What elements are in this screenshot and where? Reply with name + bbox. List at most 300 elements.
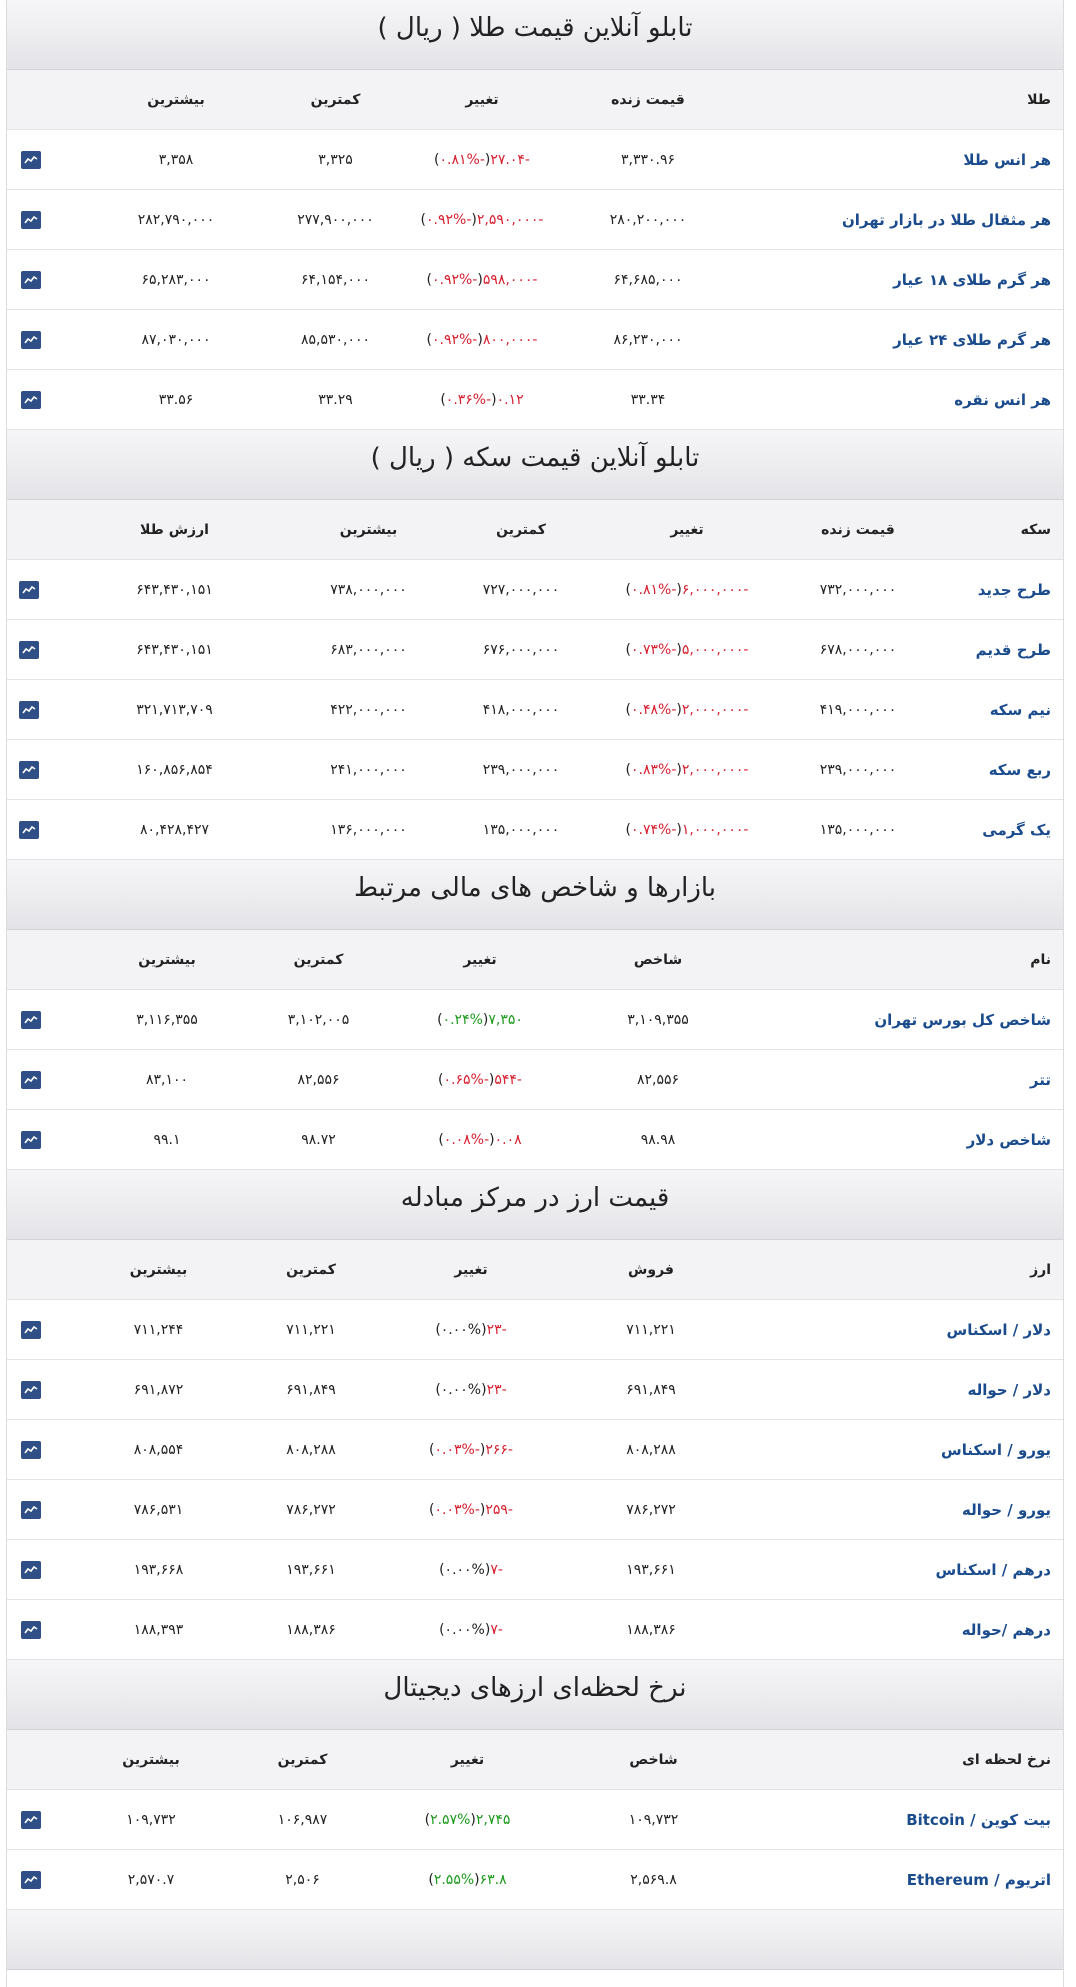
row-name-link[interactable]: طرح قدیم bbox=[975, 640, 1051, 659]
table-row bbox=[7, 1850, 1063, 1910]
value-min: ۷۸۶,۲۷۲ bbox=[286, 1501, 336, 1518]
row-name-link[interactable]: یک گرمی bbox=[982, 820, 1051, 839]
row-name-link[interactable]: طرح جدید bbox=[977, 580, 1051, 599]
line-chart-icon[interactable] bbox=[21, 151, 41, 169]
gold-header-row bbox=[7, 70, 1063, 130]
change-percent: -۰.۳۶% bbox=[445, 391, 492, 408]
table-row bbox=[7, 620, 1063, 680]
value-live: ۳,۳۳۰.۹۶ bbox=[620, 151, 676, 168]
paren-close: ) bbox=[420, 211, 426, 228]
change-cell bbox=[386, 1502, 556, 1518]
column-header: ارز bbox=[1030, 1261, 1051, 1278]
coin-header-row bbox=[7, 500, 1063, 560]
value-min: ۸۰۸,۲۸۸ bbox=[286, 1441, 336, 1458]
column-header: بیشترین bbox=[138, 951, 196, 968]
markets-title: بازارها و شاخص های مالی مرتبط bbox=[7, 860, 1063, 930]
change-value: -۲۶۶ bbox=[485, 1441, 513, 1458]
paren-open: ( bbox=[482, 1011, 489, 1028]
chart-button-cell bbox=[7, 331, 55, 349]
change-value: ۷,۳۵۰ bbox=[488, 1011, 523, 1028]
change-cell bbox=[414, 152, 550, 168]
column-header: کمترین bbox=[286, 1261, 336, 1278]
value-extra: ۳۲۱,۷۱۳,۷۰۹ bbox=[136, 701, 213, 718]
change-value: -۲۳ bbox=[486, 1381, 507, 1398]
change-cell bbox=[390, 1072, 570, 1088]
change-percent: -۰.۰۸% bbox=[443, 1131, 490, 1148]
column-header: بیشترین bbox=[147, 91, 205, 108]
line-chart-icon[interactable] bbox=[21, 1811, 41, 1829]
paren-open: ( bbox=[676, 641, 682, 658]
change-percent: ۰.۰۰% bbox=[440, 1381, 482, 1398]
paren-close: ) bbox=[439, 1561, 445, 1578]
table-row bbox=[7, 560, 1063, 620]
column-header: قیمت زنده bbox=[611, 91, 685, 108]
change-percent: -۰.۴۸% bbox=[631, 701, 677, 718]
line-chart-icon[interactable] bbox=[21, 1501, 41, 1519]
change-value: -۶,۰۰۰,۰۰۰ bbox=[681, 581, 749, 598]
paren-close: ) bbox=[625, 701, 631, 718]
change-value: ۰.۱۲ bbox=[496, 391, 524, 408]
column-header: کمترین bbox=[277, 1751, 328, 1768]
change-percent: -۰.۰۳% bbox=[434, 1501, 480, 1518]
line-chart-icon[interactable] bbox=[21, 1561, 41, 1579]
table-row bbox=[7, 1050, 1063, 1110]
column-header: کمترین bbox=[496, 521, 546, 538]
value-min: ۳,۳۲۵ bbox=[318, 151, 353, 168]
column-header: نام bbox=[1030, 951, 1051, 968]
value-live: ۶۴,۶۸۵,۰۰۰ bbox=[613, 271, 683, 288]
value-min: ۶۹۱,۸۴۹ bbox=[286, 1381, 336, 1398]
value-max: ۳,۳۵۸ bbox=[158, 151, 194, 168]
value-live: ۲۸۰,۲۰۰,۰۰۰ bbox=[609, 211, 687, 228]
currency-header-row bbox=[7, 1240, 1063, 1300]
row-name-link[interactable]: شاخص کل بورس تهران bbox=[874, 1010, 1051, 1029]
chart-button-cell bbox=[7, 1131, 55, 1149]
row-name-link[interactable]: هر گرم طلای ۱۸ عیار bbox=[893, 270, 1051, 289]
value-extra: ۶۴۳,۴۳۰,۱۵۱ bbox=[136, 641, 213, 658]
change-cell bbox=[414, 212, 550, 228]
value-max: ۳,۱۱۶,۳۵۵ bbox=[136, 1011, 198, 1028]
change-cell bbox=[414, 392, 550, 408]
table-row bbox=[7, 990, 1063, 1050]
value-live: ۲۳۹,۰۰۰,۰۰۰ bbox=[819, 761, 897, 778]
row-name-link[interactable]: دلار / اسکناس bbox=[946, 1320, 1051, 1339]
table-row bbox=[7, 1110, 1063, 1170]
change-cell bbox=[601, 822, 773, 838]
change-percent: ۰.۰۰% bbox=[444, 1621, 485, 1638]
change-value: -۲۳ bbox=[486, 1321, 507, 1338]
value-live: ۱۰۹,۷۳۲ bbox=[628, 1811, 679, 1828]
chart-button-cell bbox=[5, 701, 53, 719]
chart-button-cell bbox=[7, 391, 55, 409]
value-min: ۳,۱۰۲,۰۰۵ bbox=[287, 1011, 350, 1028]
paren-open: ( bbox=[676, 821, 682, 838]
value-max: ۲۴۱,۰۰۰,۰۰۰ bbox=[330, 761, 407, 778]
gold-section bbox=[7, 0, 1063, 430]
paren-close: ) bbox=[625, 581, 631, 598]
column-header: بیشترین bbox=[122, 1751, 180, 1768]
change-cell bbox=[414, 272, 550, 288]
change-percent: -۰.۸۳% bbox=[631, 761, 677, 778]
value-min: ۲۳۹,۰۰۰,۰۰۰ bbox=[482, 761, 560, 778]
currency-title: قیمت ارز در مرکز مبادله bbox=[7, 1170, 1063, 1240]
change-percent: -۰.۸۱% bbox=[439, 151, 485, 168]
crypto-header-row bbox=[7, 1730, 1063, 1790]
value-max: ۳۳.۵۶ bbox=[158, 391, 194, 408]
change-value: -۷ bbox=[490, 1621, 503, 1638]
table-row bbox=[7, 680, 1063, 740]
chart-button-cell bbox=[5, 761, 53, 779]
value-min: ۲,۵۰۶ bbox=[285, 1871, 320, 1888]
paren-open: ( bbox=[479, 1441, 486, 1458]
coin-section bbox=[7, 430, 1063, 860]
change-cell bbox=[386, 1322, 556, 1338]
paren-close: ) bbox=[426, 271, 432, 288]
chart-button-cell bbox=[5, 581, 53, 599]
value-min: ۱۹۳,۶۶۱ bbox=[286, 1561, 336, 1578]
value-max: ۱۸۸,۳۹۳ bbox=[133, 1621, 184, 1638]
value-max: ۶۹۱,۸۷۲ bbox=[133, 1381, 184, 1398]
paren-close: ) bbox=[435, 1381, 441, 1398]
paren-open: ( bbox=[676, 701, 682, 718]
table-row bbox=[7, 1360, 1063, 1420]
change-value: -۷ bbox=[490, 1561, 503, 1578]
value-max: ۲۸۲,۷۹۰,۰۰۰ bbox=[137, 211, 215, 228]
column-header: تغییر bbox=[670, 521, 704, 538]
column-header: ارزش طلا bbox=[140, 521, 209, 538]
change-cell bbox=[386, 1562, 556, 1578]
chart-button-cell bbox=[7, 151, 55, 169]
paren-close: ) bbox=[625, 641, 631, 658]
row-name-link[interactable]: درهم /حواله bbox=[961, 1620, 1051, 1639]
paren-close: ) bbox=[439, 1621, 445, 1638]
row-name-link[interactable]: ربع سکه bbox=[988, 760, 1051, 779]
change-percent: -۰.۹۲% bbox=[431, 271, 478, 288]
value-max: ۸۳,۱۰۰ bbox=[145, 1071, 189, 1088]
column-header: تغییر bbox=[454, 1261, 488, 1278]
paren-open: ( bbox=[479, 1501, 486, 1518]
line-chart-icon[interactable] bbox=[19, 581, 39, 599]
table-row bbox=[7, 190, 1063, 250]
value-min: ۱۸۸,۳۸۶ bbox=[286, 1621, 336, 1638]
change-percent: ۲.۵۵% bbox=[433, 1871, 475, 1888]
change-percent: -۰.۶۵% bbox=[443, 1071, 489, 1088]
change-cell bbox=[601, 642, 773, 658]
value-max: ۱۰۹,۷۳۲ bbox=[126, 1811, 176, 1828]
change-cell bbox=[414, 332, 550, 348]
table-row bbox=[7, 1480, 1063, 1540]
paren-open: ( bbox=[474, 1871, 480, 1888]
change-cell bbox=[601, 582, 773, 598]
value-live: ۱۳۵,۰۰۰,۰۰۰ bbox=[819, 821, 897, 838]
paren-close: ) bbox=[428, 1871, 434, 1888]
line-chart-icon[interactable] bbox=[21, 211, 41, 229]
column-header: شاخص bbox=[633, 951, 683, 968]
paren-close: ) bbox=[435, 1321, 441, 1338]
value-min: ۱۳۵,۰۰۰,۰۰۰ bbox=[482, 821, 560, 838]
paren-open: ( bbox=[484, 151, 491, 168]
column-header: کمترین bbox=[310, 91, 361, 108]
value-max: ۷۳۸,۰۰۰,۰۰۰ bbox=[330, 581, 407, 598]
change-cell bbox=[386, 1442, 556, 1458]
row-name-link[interactable]: هر گرم طلای ۲۴ عیار bbox=[893, 330, 1051, 349]
column-header: تغییر bbox=[463, 951, 497, 968]
change-value: -۸۰۰,۰۰۰ bbox=[482, 331, 538, 348]
paren-open: ( bbox=[477, 271, 483, 288]
change-value: ۶۳.۸ bbox=[479, 1871, 507, 1888]
column-header: نرخ لحظه ای bbox=[962, 1751, 1051, 1768]
change-cell bbox=[386, 1382, 556, 1398]
row-name-link[interactable]: دلار / حواله bbox=[967, 1380, 1051, 1399]
value-extra: ۶۴۳,۴۳۰,۱۵۱ bbox=[136, 581, 213, 598]
line-chart-icon[interactable] bbox=[21, 1871, 41, 1889]
value-min: ۲۷۷,۹۰۰,۰۰۰ bbox=[297, 211, 374, 228]
price-board bbox=[6, 0, 1064, 1987]
column-header: فروش bbox=[628, 1261, 674, 1278]
paren-open: ( bbox=[470, 1811, 476, 1828]
chart-button-cell bbox=[7, 1011, 55, 1029]
paren-close: ) bbox=[434, 151, 440, 168]
paren-open: ( bbox=[484, 1561, 491, 1578]
change-value: -۱,۰۰۰,۰۰۰ bbox=[681, 821, 749, 838]
column-header: کمترین bbox=[293, 951, 344, 968]
change-value: -۲۵۹ bbox=[485, 1501, 513, 1518]
line-chart-icon[interactable] bbox=[21, 1381, 41, 1399]
line-chart-icon[interactable] bbox=[21, 1321, 41, 1339]
paren-close: ) bbox=[438, 1131, 444, 1148]
table-row bbox=[7, 1790, 1063, 1850]
value-min: ۷۱۱,۲۲۱ bbox=[286, 1321, 336, 1338]
change-cell bbox=[601, 702, 773, 718]
chart-button-cell bbox=[7, 211, 55, 229]
value-min: ۴۱۸,۰۰۰,۰۰۰ bbox=[482, 701, 560, 718]
paren-open: ( bbox=[676, 581, 682, 598]
chart-button-cell bbox=[5, 641, 53, 659]
value-live: ۷۱۱,۲۲۱ bbox=[626, 1321, 676, 1338]
value-min: ۸۵,۵۳۰,۰۰۰ bbox=[300, 331, 371, 348]
row-name-link[interactable]: هر مثقال طلا در بازار تهران bbox=[841, 210, 1051, 229]
table-row bbox=[7, 310, 1063, 370]
column-header: تغییر bbox=[465, 91, 499, 108]
chart-button-cell bbox=[7, 1871, 55, 1889]
change-value: -۵,۰۰۰,۰۰۰ bbox=[681, 641, 749, 658]
change-value: -۲۷.۰۴ bbox=[490, 151, 530, 168]
line-chart-icon[interactable] bbox=[21, 331, 41, 349]
value-min: ۹۸.۷۲ bbox=[301, 1131, 336, 1148]
column-header: بیشترین bbox=[129, 1261, 188, 1278]
row-name-link[interactable]: بیت کوین / Bitcoin bbox=[906, 1810, 1051, 1829]
value-min: ۷۲۷,۰۰۰,۰۰۰ bbox=[482, 581, 560, 598]
change-percent: -۰.۹۲% bbox=[431, 331, 478, 348]
row-name-link[interactable]: نیم سکه bbox=[989, 700, 1051, 719]
value-max: ۱۹۳,۶۶۸ bbox=[133, 1561, 184, 1578]
markets-section bbox=[7, 860, 1063, 1170]
markets-header-row bbox=[7, 930, 1063, 990]
value-live: ۲,۵۶۹.۸ bbox=[630, 1871, 677, 1888]
chart-button-cell bbox=[7, 271, 55, 289]
value-max: ۷۱۱,۲۴۴ bbox=[133, 1321, 184, 1338]
chart-button-cell bbox=[7, 1441, 55, 1459]
paren-open: ( bbox=[489, 1131, 495, 1148]
change-percent: ۰.۰۰% bbox=[444, 1561, 485, 1578]
change-value: ۲,۷۴۵ bbox=[475, 1811, 511, 1828]
line-chart-icon[interactable] bbox=[21, 1011, 41, 1029]
change-value: -۲,۵۹۰,۰۰۰ bbox=[476, 211, 544, 228]
paren-close: ) bbox=[429, 1441, 435, 1458]
table-row bbox=[7, 250, 1063, 310]
row-name-link[interactable]: هر انس نقره bbox=[954, 390, 1051, 409]
table-row bbox=[7, 740, 1063, 800]
chart-button-cell bbox=[7, 1321, 55, 1339]
value-min: ۸۲,۵۵۶ bbox=[297, 1071, 340, 1088]
paren-open: ( bbox=[484, 1621, 491, 1638]
paren-close: ) bbox=[440, 391, 446, 408]
column-header: قیمت زنده bbox=[821, 521, 895, 538]
row-name-link[interactable]: یورو / حواله bbox=[961, 1500, 1051, 1519]
value-live: ۳,۱۰۹,۳۵۵ bbox=[627, 1011, 689, 1028]
change-percent: ۰.۰۰% bbox=[440, 1321, 482, 1338]
value-live: ۴۱۹,۰۰۰,۰۰۰ bbox=[819, 701, 897, 718]
row-name-link[interactable]: درهم / اسکناس bbox=[935, 1560, 1051, 1579]
value-min: ۳۳.۲۹ bbox=[318, 391, 353, 408]
paren-close: ) bbox=[625, 761, 631, 778]
paren-open: ( bbox=[471, 211, 477, 228]
value-extra: ۸۰,۴۲۸,۴۲۷ bbox=[139, 821, 210, 838]
value-live: ۷۳۲,۰۰۰,۰۰۰ bbox=[819, 581, 897, 598]
column-header: طلا bbox=[1027, 91, 1051, 108]
table-row bbox=[7, 1300, 1063, 1360]
change-cell bbox=[374, 1812, 561, 1828]
line-chart-icon[interactable] bbox=[19, 761, 39, 779]
paren-close: ) bbox=[625, 821, 631, 838]
change-value: -۵۴۴ bbox=[494, 1071, 522, 1088]
chart-button-cell bbox=[7, 1811, 55, 1829]
value-live: ۹۸.۹۸ bbox=[640, 1131, 676, 1148]
paren-open: ( bbox=[491, 391, 497, 408]
line-chart-icon[interactable] bbox=[19, 641, 39, 659]
chart-button-cell bbox=[7, 1621, 55, 1639]
change-value: -۵۹۸,۰۰۰ bbox=[482, 271, 538, 288]
change-cell bbox=[601, 762, 773, 778]
paren-close: ) bbox=[429, 1501, 435, 1518]
change-percent: -۰.۹۲% bbox=[426, 211, 472, 228]
column-header: سکه bbox=[1020, 521, 1051, 538]
change-value: -۲,۰۰۰,۰۰۰ bbox=[681, 761, 749, 778]
change-percent: ۰.۲۴% bbox=[442, 1011, 483, 1028]
column-header: شاخص bbox=[629, 1751, 678, 1768]
value-max: ۴۲۲,۰۰۰,۰۰۰ bbox=[330, 701, 407, 718]
change-cell bbox=[390, 1132, 570, 1148]
paren-close: ) bbox=[437, 1011, 443, 1028]
value-live: ۶۹۱,۸۴۹ bbox=[626, 1381, 676, 1398]
paren-open: ( bbox=[481, 1321, 487, 1338]
paren-close: ) bbox=[424, 1811, 431, 1828]
line-chart-icon[interactable] bbox=[21, 1131, 41, 1149]
change-cell bbox=[386, 1622, 556, 1638]
column-header: بیشترین bbox=[339, 521, 398, 538]
value-live: ۱۸۸,۳۸۶ bbox=[626, 1621, 676, 1638]
paren-close: ) bbox=[426, 331, 432, 348]
change-percent: -۰.۷۳% bbox=[631, 641, 677, 658]
next-section-title bbox=[7, 1910, 1063, 1970]
value-min: ۱۰۶,۹۸۷ bbox=[277, 1811, 328, 1828]
value-max: ۸۰۸,۵۵۴ bbox=[133, 1441, 184, 1458]
value-live: ۸۰۸,۲۸۸ bbox=[626, 1441, 676, 1458]
value-live: ۶۷۸,۰۰۰,۰۰۰ bbox=[819, 641, 897, 658]
row-name-link[interactable]: یورو / اسکناس bbox=[941, 1440, 1051, 1459]
value-min: ۶۴,۱۵۴,۰۰۰ bbox=[300, 271, 371, 288]
value-max: ۷۸۶,۵۳۱ bbox=[133, 1501, 184, 1518]
line-chart-icon[interactable] bbox=[21, 1621, 41, 1639]
line-chart-icon[interactable] bbox=[19, 821, 39, 839]
column-header: تغییر bbox=[450, 1751, 485, 1768]
value-max: ۸۷,۰۳۰,۰۰۰ bbox=[141, 331, 211, 348]
currency-section bbox=[7, 1170, 1063, 1660]
chart-button-cell bbox=[7, 1501, 55, 1519]
coin-title: تابلو آنلاین قیمت سکه ( ریال ) bbox=[7, 430, 1063, 500]
value-live: ۸۶,۲۳۰,۰۰۰ bbox=[613, 331, 683, 348]
paren-close: ) bbox=[438, 1071, 444, 1088]
value-live: ۱۹۳,۶۶۱ bbox=[626, 1561, 676, 1578]
value-live: ۳۳.۳۴ bbox=[630, 391, 666, 408]
change-percent: -۰.۰۳% bbox=[434, 1441, 480, 1458]
value-max: ۶۵,۲۸۳,۰۰۰ bbox=[141, 271, 211, 288]
paren-open: ( bbox=[477, 331, 483, 348]
value-live: ۷۸۶,۲۷۲ bbox=[626, 1501, 676, 1518]
table-row bbox=[7, 130, 1063, 190]
value-live: ۸۲,۵۵۶ bbox=[636, 1071, 680, 1088]
line-chart-icon[interactable] bbox=[19, 701, 39, 719]
change-percent: ۲.۵۷% bbox=[430, 1811, 471, 1828]
crypto-title: نرخ لحظه‌ای ارزهای دیجیتال bbox=[7, 1660, 1063, 1730]
table-row bbox=[7, 370, 1063, 430]
change-percent: -۰.۸۱% bbox=[631, 581, 677, 598]
change-value: ۰.۰۸ bbox=[494, 1131, 522, 1148]
table-row bbox=[7, 800, 1063, 860]
paren-open: ( bbox=[481, 1381, 487, 1398]
value-max: ۱۳۶,۰۰۰,۰۰۰ bbox=[330, 821, 407, 838]
table-row bbox=[7, 1600, 1063, 1660]
line-chart-icon[interactable] bbox=[21, 1071, 41, 1089]
change-cell bbox=[390, 1012, 570, 1028]
row-name-link[interactable]: هر انس طلا bbox=[963, 150, 1051, 169]
crypto-section bbox=[7, 1660, 1063, 1910]
chart-button-cell bbox=[7, 1071, 55, 1089]
paren-open: ( bbox=[676, 761, 682, 778]
value-max: ۲,۵۷۰.۷ bbox=[127, 1871, 175, 1888]
paren-open: ( bbox=[488, 1071, 495, 1088]
line-chart-icon[interactable] bbox=[21, 391, 41, 409]
line-chart-icon[interactable] bbox=[21, 1441, 41, 1459]
row-name-link[interactable]: اتریوم / Ethereum bbox=[906, 1870, 1051, 1889]
row-name-link[interactable]: تتر bbox=[1029, 1070, 1051, 1089]
value-max: ۹۹.۱ bbox=[153, 1131, 181, 1148]
value-extra: ۱۶۰,۸۵۶,۸۵۴ bbox=[136, 761, 213, 778]
table-row bbox=[7, 1420, 1063, 1480]
table-row bbox=[7, 1540, 1063, 1600]
gold-title: تابلو آنلاین قیمت طلا ( ریال ) bbox=[7, 0, 1063, 70]
line-chart-icon[interactable] bbox=[21, 271, 41, 289]
row-name-link[interactable]: شاخص دلار bbox=[966, 1130, 1051, 1149]
chart-button-cell bbox=[7, 1381, 55, 1399]
chart-button-cell bbox=[5, 821, 53, 839]
change-cell bbox=[374, 1872, 561, 1888]
value-max: ۶۸۳,۰۰۰,۰۰۰ bbox=[330, 641, 407, 658]
change-value: -۲,۰۰۰,۰۰۰ bbox=[681, 701, 749, 718]
change-percent: -۰.۷۴% bbox=[631, 821, 677, 838]
chart-button-cell bbox=[7, 1561, 55, 1579]
value-min: ۶۷۶,۰۰۰,۰۰۰ bbox=[482, 641, 560, 658]
